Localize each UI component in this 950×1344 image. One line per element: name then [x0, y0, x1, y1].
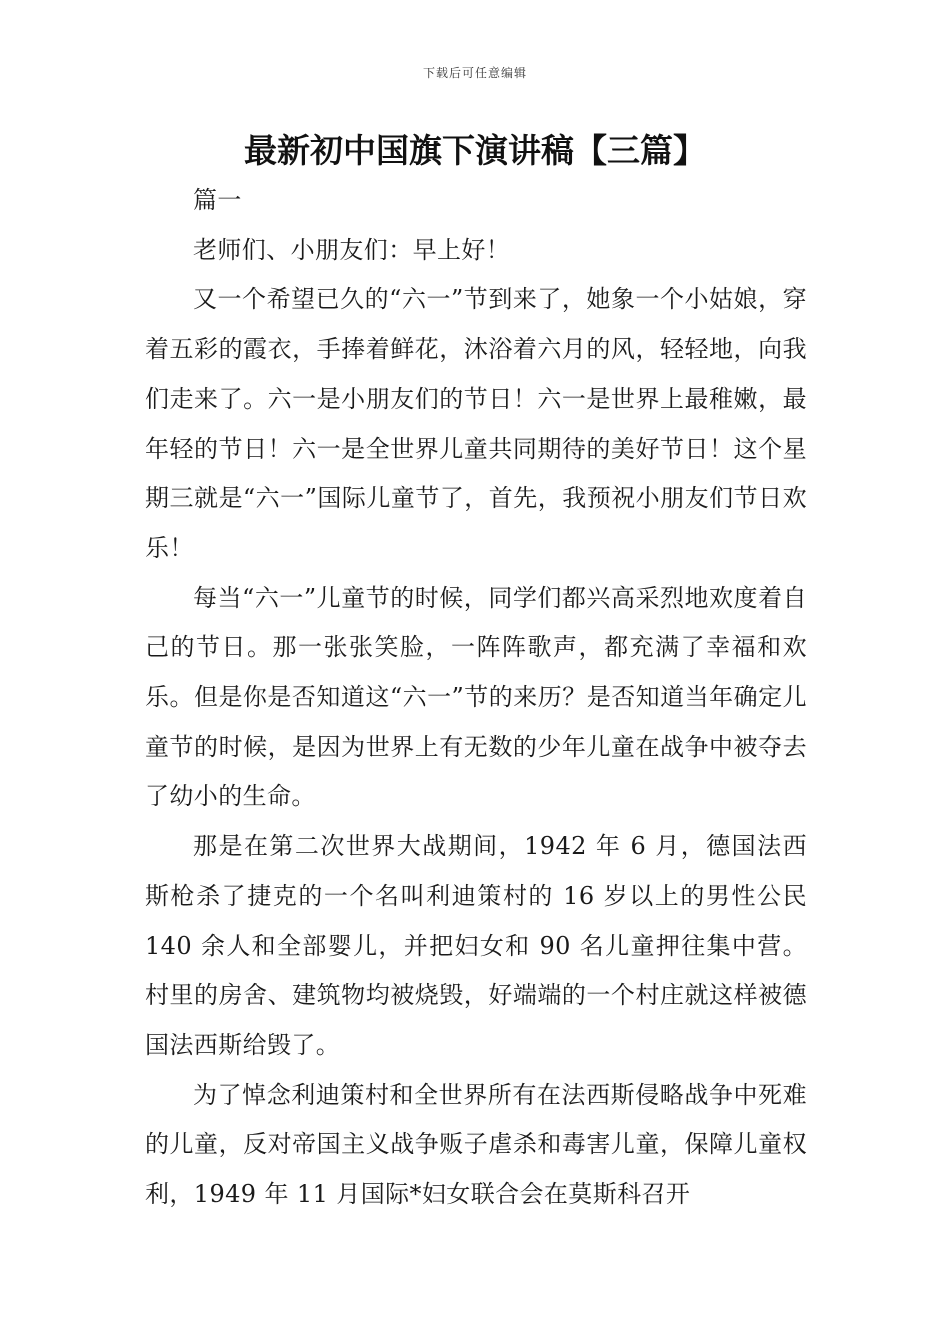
- body-paragraph: 那是在第二次世界大战期间，1942 年 6 月，德国法西斯枪杀了捷克的一个名叫利迪策村的 16 岁以上的男性公民 140 余人和全部婴儿，并把妇女和 90 名儿童押往集中营。村里的房舍、建筑物均被烧毁，好端端的一个村庄就这样被德国法西斯给毁了。: [145, 832, 807, 1059]
- document-title: 最新初中国旗下演讲稿【三篇】: [244, 131, 706, 170]
- header-note: 下载后可任意编辑: [422, 66, 527, 80]
- body-paragraph: 为了悼念利迪策村和全世界所有在法西斯侵略战争中死难的儿童，反对帝国主义战争贩子虐杀和毒害儿童，保障儿童权利，1949 年 11 月国际*妇女联合会在莫斯科召开: [145, 1080, 807, 1209]
- body-paragraph: 又一个希望已久的“六一”节到来了，她象一个小姑娘，穿着五彩的霞衣，手捧着鲜花，沐浴着六月的风，轻轻地，向我们走来了。六一是小朋友们的节日！六一是世界上最稚嫩，最年轻的节日！六一是全世界儿童共同期待的美好节日！这个星期三就是“六一”国际儿童节了，首先，我预祝小朋友们节日欢乐！: [145, 285, 807, 562]
- document-body: [145, 176, 807, 1220]
- body-paragraph: 每当“六一”儿童节的时候，同学们都兴高采烈地欢度着自己的节日。那一张张笑脸，一阵阵歌声，都充满了幸福和欢乐。但是你是否知道这“六一”节的来历？是否知道当年确定儿童节的时候，是因为世界上有无数的少年儿童在战争中被夺去了幼小的生命。: [145, 583, 807, 811]
- greeting-paragraph: 老师们、小朋友们：早上好！: [193, 235, 511, 264]
- section-heading: 篇一: [193, 186, 242, 214]
